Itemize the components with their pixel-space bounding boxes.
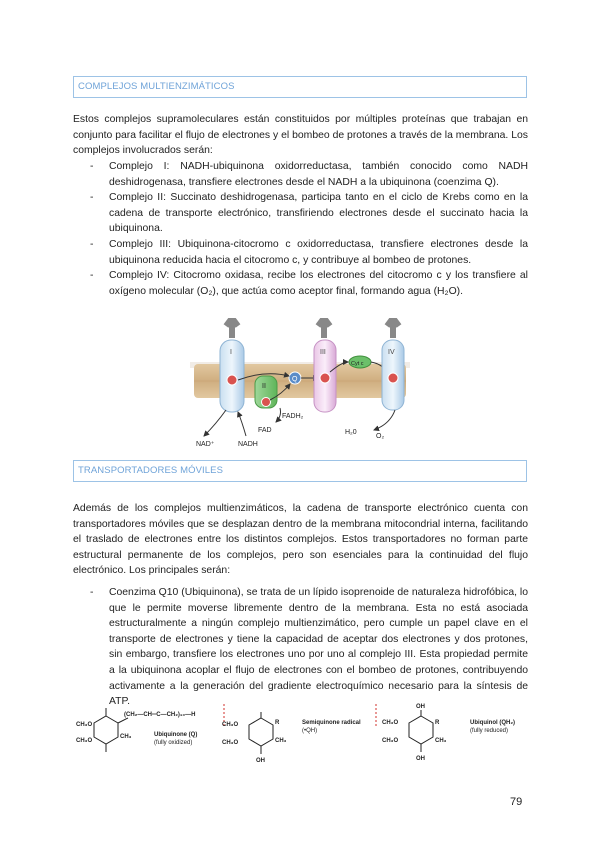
intro-paragraph-transportadores: Además de los complejos multienzimáticos, la cadena de transporte electrónico cuenta con transportadores móviles que se desplazan dentro de la membrana mitocondrial interna, facilitando el traslado de electrones entre los distintos complejos. Estos transportadores no forman parte estructural permanente de los complejos, pero son esenciales para la continuidad del flujo electrónico. Los principales serán: [73, 503, 528, 577]
electron-dot [262, 398, 271, 407]
list-item: - Coenzima Q10 (Ubiquinona), se trata de un lípido isoprenoide de naturaleza hidrofóbica, lo que le permite moverse libremente dentro de la membrana. Esta no está asociada estructuralmente a ningún complejo multienzimático, pero cumple un papel clave en el transporte de electrones y tiene la capacidad de aceptar dos electrones y dos protones, sin embargo, transfiere los electrones uno por uno al complejo III. Esta propiedad permite a la ubiquinona acoplar el flujo de electrones con el bombeo de protones, contribuyendo activamente a la generación del gradiente electroquímico necesario para la síntesis de ATP. [90, 587, 528, 708]
oh-label: OH [416, 756, 425, 762]
section-heading-transportadores: TRANSPORTADORES MÓVILES [73, 460, 527, 482]
ch3o-label: CH₃O [76, 722, 93, 728]
electron-dot [388, 373, 398, 383]
ubiquinol-state-label: (fully reduced) [470, 728, 509, 734]
list-item: - Complejo I: NADH-ubiquinona oxidorreductasa, también conocido como NADH deshidrogenasa, transfiere electrones desde el NADH a la ubiquinona (coenzima Q). [90, 161, 528, 188]
ch3o-label: CH₃O [222, 722, 239, 728]
h2o-label: H₂0 [345, 429, 357, 436]
benzene-ring-semiquinone [249, 718, 273, 746]
nadplus-label: NAD⁺ [196, 441, 215, 448]
ubiquinone-redox-diagram [76, 702, 530, 770]
ch3-label: CH₃ [435, 738, 447, 744]
ubiquinol-label: Ubiquinol (QH₂) [470, 720, 515, 726]
r-label: R [275, 720, 280, 726]
complex-iv-label: IV [388, 349, 395, 356]
semiquinone-sub-label: (•QH) [302, 728, 318, 734]
semiquinone-label: Semiquinone radical [302, 720, 361, 726]
fad-label: FAD [258, 427, 272, 434]
transportadores-list [73, 585, 528, 710]
proton-pump-arrow-4 [387, 318, 399, 338]
oh-label: OH [416, 704, 425, 710]
ubiquinone-state-label: (fully oxidized) [154, 740, 193, 746]
ch3o-label: CH₃O [222, 740, 239, 746]
electron-dot [227, 375, 237, 385]
fadh2-label: FADH₂ [282, 413, 304, 420]
ch3-label: CH₃ [275, 738, 287, 744]
benzene-ring-ubiquinol [409, 716, 433, 744]
nadh-label: NADH [238, 441, 258, 448]
complex-ii-label: II [262, 383, 266, 390]
section-heading-complejos: COMPLEJOS MULTIENZIMÁTICOS [73, 76, 527, 98]
complex-iii-label: III [320, 349, 326, 356]
ch3o-label: CH₃O [76, 738, 93, 744]
cytc-label: Cyt c [351, 361, 364, 367]
complex-i-label: I [230, 349, 232, 356]
proton-pump-arrow-1 [226, 318, 238, 338]
o2-label: O₂ [376, 433, 385, 440]
isoprenoid-chain-label: (CH₂—CH═C—CH₂)₁₀—H [124, 712, 196, 718]
intro-paragraph-complejos: Estos complejos supramoleculares están constituidos por múltiples proteínas que trabajan en conjunto para facilitar el flujo de electrones y el bombeo de protones a través de la membrana. Los complejos involucrados serán: [73, 114, 528, 157]
list-item: - Complejo II: Succinato deshidrogenasa, participa tanto en el ciclo de Krebs como en la cadena de transporte electrónico, transfiriendo electrones desde el succinato hacia la ubiquinona. [90, 192, 528, 235]
ch3o-label: CH₃O [382, 738, 399, 744]
oh-label: OH [256, 758, 265, 764]
ch3o-label: CH₃O [382, 720, 399, 726]
r-label: R [435, 720, 440, 726]
proton-pump-arrow-3 [318, 318, 330, 338]
complejos-list [73, 159, 528, 299]
benzene-ring-quinone [94, 716, 118, 744]
electron-transport-chain-diagram [190, 318, 410, 450]
list-item: - Complejo III: Ubiquinona-citocromo c oxidorreductasa, transfiere electrones desde la ubiquinona reducida hacia el citocromo c, y contribuye al bombeo de protones. [90, 238, 528, 266]
electron-dot [320, 373, 330, 383]
q-label: Q [292, 376, 298, 383]
ubiquinone-label: Ubiquinone (Q) [154, 732, 198, 738]
page-number: 79 [510, 796, 523, 808]
ch3-label: CH₃ [120, 734, 132, 740]
list-item: - Complejo IV: Citocromo oxidasa, recibe los electrones del citocromo c y los transfiere al oxígeno molecular (O₂), que actúa como aceptor final, formando agua (H₂O). [90, 270, 528, 297]
